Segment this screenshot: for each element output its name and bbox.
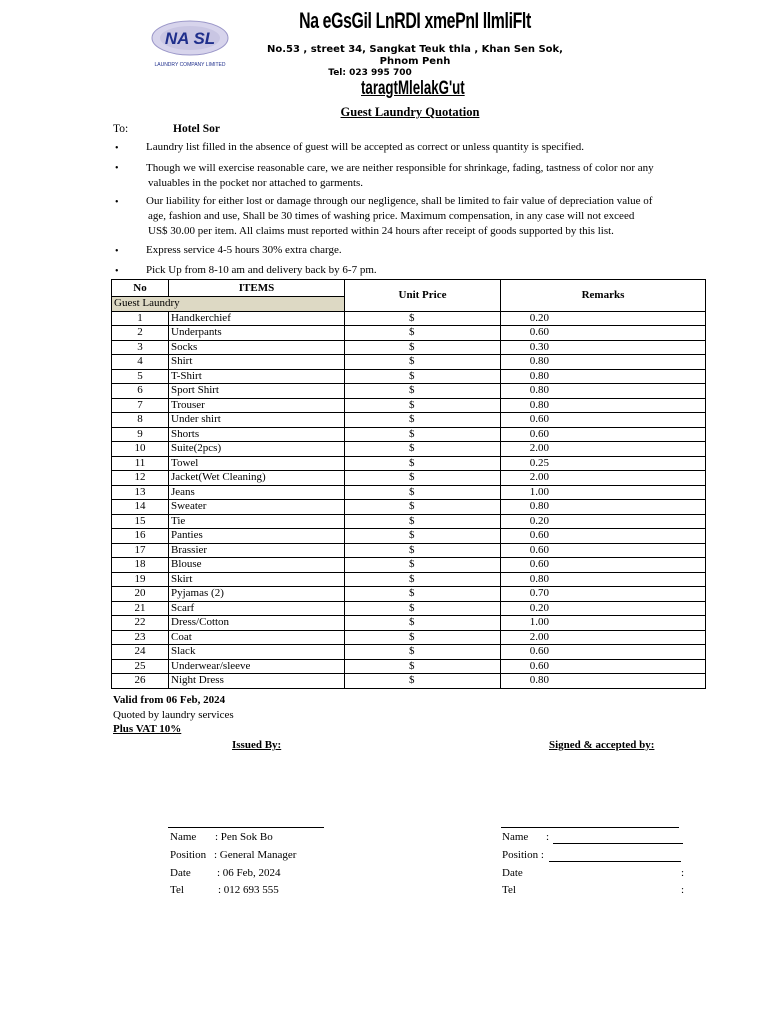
row-item: Shorts: [169, 427, 345, 442]
term-2: [146, 161, 706, 191]
header-no: No: [112, 280, 169, 297]
currency-symbol: $: [409, 427, 415, 440]
currency-symbol: $: [409, 500, 415, 513]
currency-symbol: $: [409, 645, 415, 658]
row-item: Handkerchief: [169, 311, 345, 326]
row-unit-price: [345, 326, 549, 341]
term-bullet: •: [115, 246, 119, 257]
row-item: Jeans: [169, 485, 345, 500]
acceptor-name-label: Name: [502, 831, 529, 843]
price-value: 0.30: [529, 340, 549, 353]
quoted-by: Quoted by laundry services: [113, 709, 234, 721]
row-number: 7: [112, 398, 169, 413]
row-number: 14: [112, 500, 169, 515]
acceptor-signature-line: [501, 827, 679, 828]
row-unit-price: [345, 442, 549, 457]
table-row: [112, 572, 706, 587]
currency-symbol: $: [409, 442, 415, 455]
signed-accepted-label: Signed & accepted by:: [549, 739, 655, 751]
table-row: [112, 601, 706, 616]
address-line-2: Phnom Penh: [379, 55, 451, 67]
row-number: 8: [112, 413, 169, 428]
row-unit-price: [345, 311, 549, 326]
row-number: 13: [112, 485, 169, 500]
acceptor-position-label: Position :: [502, 849, 544, 861]
row-unit-price: [345, 558, 549, 573]
table-row: [112, 630, 706, 645]
row-number: 10: [112, 442, 169, 457]
document-title: Guest Laundry Quotation: [340, 105, 480, 119]
currency-symbol: $: [409, 311, 415, 324]
acceptor-tel-label: Tel: [502, 884, 516, 896]
table-row: [112, 529, 706, 544]
row-number: 15: [112, 514, 169, 529]
currency-symbol: $: [409, 601, 415, 614]
term-line: valuables in the pocket nor attached to garments.: [148, 177, 364, 190]
logo-subtext: LAUNDRY COMPANY LIMITED: [154, 62, 226, 68]
currency-symbol: $: [409, 340, 415, 353]
row-number: 24: [112, 645, 169, 660]
currency-symbol: $: [409, 572, 415, 585]
issuer-position: : General Manager: [214, 849, 297, 861]
issuer-signature-line: [168, 827, 324, 828]
price-value: 0.25: [529, 456, 549, 469]
table-row: [112, 645, 706, 660]
table-row: [112, 369, 706, 384]
row-item: Socks: [169, 340, 345, 355]
issuer-name: : Pen Sok Bo: [215, 831, 273, 843]
table-row: [112, 500, 706, 515]
term-3: [146, 194, 706, 240]
currency-symbol: $: [409, 369, 415, 382]
row-number: 18: [112, 558, 169, 573]
currency-symbol: $: [409, 384, 415, 397]
term-bullet: •: [115, 143, 119, 154]
header-items: ITEMS: [169, 280, 345, 297]
table-row: [112, 456, 706, 471]
price-value: 0.80: [529, 572, 549, 585]
table-row: [112, 311, 706, 326]
row-number: 26: [112, 674, 169, 689]
recipient-label: To:: [113, 123, 129, 135]
khmer-title: taragtMlelakG'ut: [361, 78, 465, 99]
row-unit-price: [345, 500, 549, 515]
row-item: Brassier: [169, 543, 345, 558]
issuer-date-label: Date: [170, 867, 191, 879]
row-unit-price: [345, 674, 549, 689]
term-bullet: •: [115, 197, 119, 208]
row-item: Panties: [169, 529, 345, 544]
currency-symbol: $: [409, 674, 415, 687]
row-unit-price: [345, 529, 549, 544]
table-row: [112, 616, 706, 631]
table-row: [112, 485, 706, 500]
header-unit-price: Unit Price: [345, 280, 501, 312]
table-row: [112, 355, 706, 370]
row-unit-price: [345, 645, 549, 660]
price-value: 0.80: [529, 384, 549, 397]
price-value: 0.80: [529, 674, 549, 687]
row-number: 12: [112, 471, 169, 486]
issued-by-label: Issued By:: [232, 739, 282, 751]
price-value: 0.60: [529, 558, 549, 571]
row-number: 11: [112, 456, 169, 471]
currency-symbol: $: [409, 398, 415, 411]
currency-symbol: $: [409, 543, 415, 556]
table-row: [112, 674, 706, 689]
price-value: 0.20: [529, 311, 549, 324]
currency-symbol: $: [409, 471, 415, 484]
row-item: Sweater: [169, 500, 345, 515]
currency-symbol: $: [409, 413, 415, 426]
row-number: 4: [112, 355, 169, 370]
term-line: Express service 4-5 hours 30% extra charge.: [146, 244, 342, 256]
price-value: 0.60: [529, 659, 549, 672]
price-value: 0.80: [529, 398, 549, 411]
row-unit-price: [345, 616, 549, 631]
currency-symbol: $: [409, 456, 415, 469]
row-unit-price: [345, 659, 549, 674]
term-1: [146, 140, 706, 155]
row-item: Suite(2pcs): [169, 442, 345, 457]
price-table: [111, 279, 706, 689]
currency-symbol: $: [409, 558, 415, 571]
row-item: Under shirt: [169, 413, 345, 428]
row-item: Pyjamas (2): [169, 587, 345, 602]
acceptor-name-field[interactable]: [553, 843, 683, 844]
row-number: 2: [112, 326, 169, 341]
address-line-1: No.53 , street 34, Sangkat Teuk thla , Khan Sen Sok,: [267, 44, 563, 55]
row-item: Coat: [169, 630, 345, 645]
row-item: Blouse: [169, 558, 345, 573]
row-unit-price: [345, 471, 549, 486]
row-number: 6: [112, 384, 169, 399]
price-value: 0.80: [529, 500, 549, 513]
currency-symbol: $: [409, 587, 415, 600]
price-value: 0.20: [529, 601, 549, 614]
table-row: [112, 326, 706, 341]
row-number: 19: [112, 572, 169, 587]
issuer-tel-label: Tel: [170, 884, 184, 896]
table-row: [112, 543, 706, 558]
term-line: Laundry list filled in the absence of guest will be accepted as correct or unless quantity is specified.: [146, 141, 585, 153]
row-unit-price: [345, 572, 549, 587]
row-unit-price: [345, 456, 549, 471]
table-row: [112, 659, 706, 674]
row-unit-price: [345, 543, 549, 558]
term-line: US$ 30.00 per item. All claims must reported within 24 hours after receipt of goods supported by this list.: [148, 225, 614, 238]
company-logo: [150, 20, 234, 70]
row-item: Slack: [169, 645, 345, 660]
currency-symbol: $: [409, 485, 415, 498]
price-value: 0.60: [529, 413, 549, 426]
price-value: 0.70: [529, 587, 549, 600]
table-row: [112, 340, 706, 355]
term-line: Pick Up from 8-10 am and delivery back by 6-7 pm.: [146, 264, 377, 276]
acceptor-position-field[interactable]: [549, 861, 681, 862]
issuer-position-label: Position: [170, 849, 207, 861]
row-item: Skirt: [169, 572, 345, 587]
row-item: T-Shirt: [169, 369, 345, 384]
table-row: [112, 384, 706, 399]
table-row: [112, 413, 706, 428]
row-unit-price: [345, 427, 549, 442]
table-row: [112, 514, 706, 529]
price-value: 0.60: [529, 427, 549, 440]
row-number: 25: [112, 659, 169, 674]
term-bullet: •: [115, 163, 119, 174]
currency-symbol: $: [409, 529, 415, 542]
table-row: [112, 558, 706, 573]
row-item: Sport Shirt: [169, 384, 345, 399]
table-row: [112, 587, 706, 602]
price-value: 2.00: [529, 630, 549, 643]
logo-text: NA SL: [164, 29, 216, 48]
issuer-tel: : 012 693 555: [218, 884, 279, 896]
price-value: 0.80: [529, 369, 549, 382]
term-line: Our liability for either lost or damage through our negligence, shall be limited to fair value of depreciation value of: [146, 195, 653, 207]
term-line: Though we will exercise reasonable care, we are neither responsible for shrinkage, fading, tastness of color nor any: [146, 162, 654, 174]
row-item: Underwear/sleeve: [169, 659, 345, 674]
row-unit-price: [345, 587, 549, 602]
row-number: 9: [112, 427, 169, 442]
price-value: 1.00: [529, 485, 549, 498]
recipient-name: Hotel Sor: [173, 123, 220, 135]
price-value: 0.20: [529, 514, 549, 527]
row-number: 16: [112, 529, 169, 544]
price-value: 0.60: [529, 326, 549, 339]
price-value: 1.00: [529, 616, 549, 629]
currency-symbol: $: [409, 326, 415, 339]
issuer-name-label: Name: [170, 831, 197, 843]
table-row: [112, 427, 706, 442]
currency-symbol: $: [409, 630, 415, 643]
row-unit-price: [345, 630, 549, 645]
company-tel: Tel: 023 995 700: [328, 68, 412, 78]
row-item: Scarf: [169, 601, 345, 616]
issuer-date: : 06 Feb, 2024: [217, 867, 281, 879]
currency-symbol: $: [409, 355, 415, 368]
row-number: 21: [112, 601, 169, 616]
row-unit-price: [345, 514, 549, 529]
acceptor-tel-colon: :: [681, 884, 685, 896]
vat-note: Plus VAT 10%: [113, 723, 182, 735]
currency-symbol: $: [409, 659, 415, 672]
row-item: Trouser: [169, 398, 345, 413]
company-name: Na eGsGil LnRDI xmePnI llmliFlt: [299, 8, 531, 33]
row-number: 1: [112, 311, 169, 326]
row-number: 5: [112, 369, 169, 384]
row-number: 22: [112, 616, 169, 631]
table-body: [112, 311, 706, 688]
row-unit-price: [345, 384, 549, 399]
price-value: 0.80: [529, 355, 549, 368]
row-unit-price: [345, 485, 549, 500]
row-item: Tie: [169, 514, 345, 529]
price-value: 0.60: [529, 529, 549, 542]
row-number: 20: [112, 587, 169, 602]
term-bullet: •: [115, 266, 119, 277]
table-row: [112, 442, 706, 457]
row-unit-price: [345, 398, 549, 413]
row-number: 17: [112, 543, 169, 558]
row-item: Shirt: [169, 355, 345, 370]
row-number: 3: [112, 340, 169, 355]
acceptor-date-colon: :: [681, 867, 685, 879]
header-remarks: Remarks: [501, 280, 706, 312]
price-value: 2.00: [529, 442, 549, 455]
company-address: [250, 44, 580, 67]
term-4: [146, 243, 706, 258]
acceptor-name-colon: :: [546, 831, 550, 843]
row-number: 23: [112, 630, 169, 645]
row-unit-price: [345, 340, 549, 355]
valid-from: Valid from 06 Feb, 2024: [113, 694, 226, 706]
table-row: [112, 471, 706, 486]
row-unit-price: [345, 413, 549, 428]
row-item: Jacket(Wet Cleaning): [169, 471, 345, 486]
row-item: Towel: [169, 456, 345, 471]
row-item: Night Dress: [169, 674, 345, 689]
currency-symbol: $: [409, 514, 415, 527]
table-row: [112, 398, 706, 413]
row-unit-price: [345, 369, 549, 384]
acceptor-date-label: Date: [502, 867, 523, 879]
term-line: age, fashion and use, Shall be 30 times of washing price. Maximum compensation, in any case will not exceed: [148, 210, 635, 223]
row-unit-price: [345, 601, 549, 616]
term-5: [146, 263, 706, 278]
row-unit-price: [345, 355, 549, 370]
price-value: 0.60: [529, 645, 549, 658]
row-item: Underpants: [169, 326, 345, 341]
currency-symbol: $: [409, 616, 415, 629]
row-item: Dress/Cotton: [169, 616, 345, 631]
price-value: 0.60: [529, 543, 549, 556]
price-value: 2.00: [529, 471, 549, 484]
category-label: Guest Laundry: [112, 297, 345, 312]
